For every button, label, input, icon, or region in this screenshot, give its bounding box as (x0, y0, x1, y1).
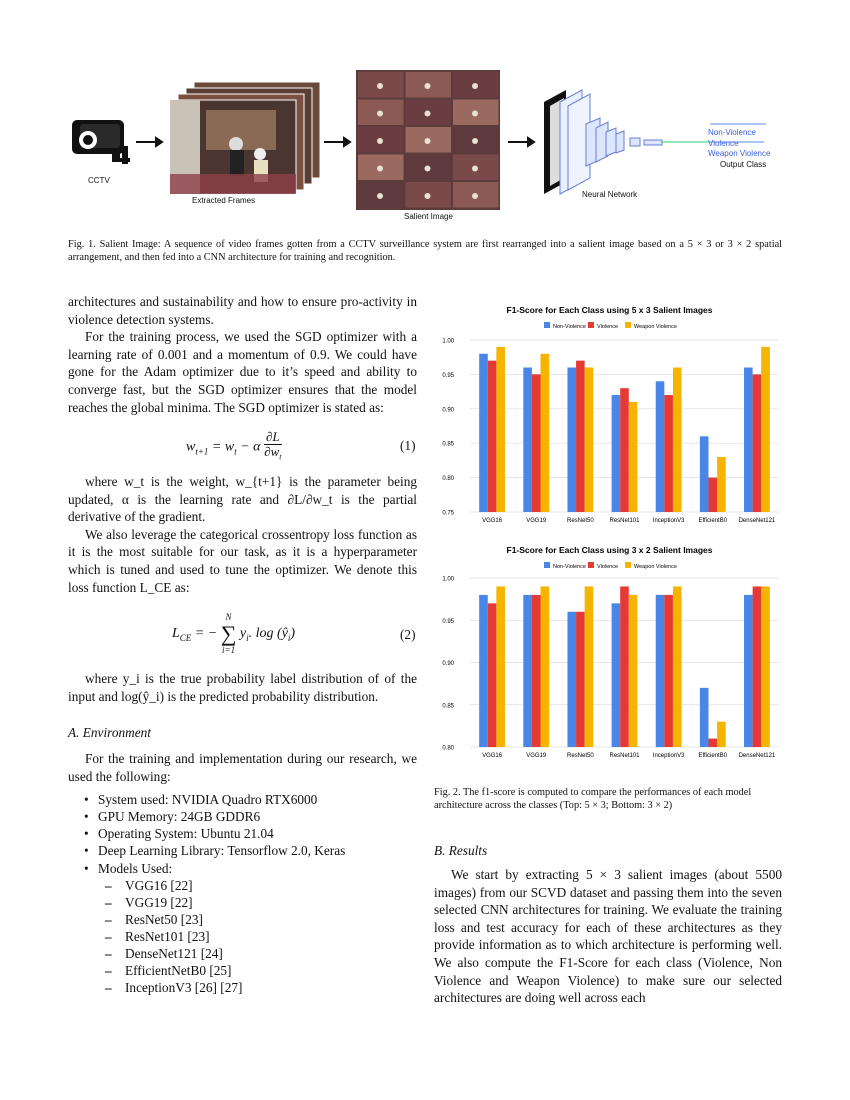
left-column-cont2 (68, 670, 417, 705)
bar (576, 612, 585, 747)
bar (496, 347, 505, 512)
section-heading-results: B. Results (434, 843, 488, 858)
legend-swatch (588, 322, 594, 328)
bar (612, 395, 621, 512)
bar (717, 457, 726, 512)
list-item: – EfficientNetB0 [25] (105, 962, 417, 979)
chart-title: F1-Score for Each Class using 3 x 2 Salient Images (506, 545, 713, 555)
bar (673, 368, 682, 512)
y-tick-label: 0.85 (442, 441, 454, 448)
environment-text (68, 750, 417, 996)
equation-sgd: $w_{t+1} = w_t - \alpha$ $\frac{\partial L}{\partial w_t}$ (186, 429, 282, 462)
bar (541, 354, 550, 512)
environment-list (82, 791, 417, 876)
f1-chart-5x3 (432, 300, 787, 530)
x-tick-label: EfficientB0 (698, 753, 728, 759)
chart-title: F1-Score for Each Class using 5 x 3 Salient Images (506, 305, 713, 315)
left-column (68, 293, 417, 416)
bar (576, 361, 585, 512)
bar (717, 722, 726, 747)
bar (496, 586, 505, 747)
legend-label: Non-Violence (553, 564, 586, 570)
bar (612, 603, 621, 747)
bar (629, 402, 638, 512)
bar (488, 361, 497, 512)
salient-cell-figure (377, 111, 383, 117)
paragraph: We also leverage the categorical crossentropy loss function as it is the most suitable for our task, as it is a hyperparameter which is tuned and used to tune the optimizer. We denote this loss function L_CE as: (68, 526, 417, 595)
bar (479, 595, 488, 747)
list-item: – VGG19 [22] (105, 894, 417, 911)
y-tick-label: 0.90 (442, 661, 454, 667)
bar (673, 586, 682, 747)
bar (620, 586, 629, 747)
list-item: • Models Used: (82, 860, 417, 877)
y-tick-label: 0.90 (442, 407, 454, 414)
bar (620, 388, 629, 512)
bar (532, 595, 541, 747)
x-tick-label: DenseNet121 (738, 753, 776, 759)
bar (479, 354, 488, 512)
y-tick-label: 0.95 (442, 372, 454, 379)
x-tick-label: VGG19 (526, 518, 547, 524)
salient-cell-figure (425, 166, 431, 172)
legend-swatch (625, 322, 631, 328)
y-tick-label: 0.85 (442, 703, 454, 710)
bar (523, 595, 532, 747)
legend-swatch (544, 562, 550, 568)
list-item: – VGG16 [22] (105, 877, 417, 894)
results-text (434, 866, 782, 1007)
salient-cell-figure (425, 193, 431, 199)
cctv-label: CCTV (88, 176, 110, 185)
salient-image-label: Salient Image (404, 212, 453, 221)
list-item: • System used: NVIDIA Quadro RTX6000 (82, 791, 417, 808)
bar (532, 374, 541, 512)
salient-cell-figure (425, 111, 431, 117)
left-column-cont (68, 473, 417, 596)
y-tick-label: 0.95 (442, 618, 454, 625)
y-tick-label: 1.00 (442, 576, 454, 583)
legend-swatch (625, 562, 631, 568)
x-tick-label: VGG16 (482, 753, 503, 759)
salient-cell-figure (472, 83, 478, 89)
bar (664, 595, 673, 747)
x-tick-label: VGG16 (482, 518, 503, 524)
list-item: – ResNet50 [23] (105, 911, 417, 928)
bar (744, 595, 753, 747)
list-item: – DenseNet121 [24] (105, 945, 417, 962)
extracted-frames-label: Extracted Frames (192, 196, 256, 205)
list-item: – InceptionV3 [26] [27] (105, 979, 417, 996)
salient-cell-figure (425, 83, 431, 89)
pipeline-diagram (60, 62, 790, 232)
salient-cell-figure (472, 111, 478, 117)
bar (567, 612, 576, 747)
class-weapon-violence: Weapon Violence (708, 149, 771, 158)
bar (585, 368, 594, 512)
class-violence: Violence (708, 139, 739, 148)
x-tick-label: DenseNet121 (738, 518, 776, 524)
bar (708, 478, 717, 512)
salient-cell-figure (472, 138, 478, 144)
class-non-violence: Non-Violence (708, 128, 756, 137)
bar (708, 739, 717, 747)
bar (629, 595, 638, 747)
neural-network-label: Neural Network (582, 190, 638, 199)
paragraph: where w_t is the weight, w_{t+1} is the parameter being updated, α is the learning rate and ∂L/∂w_t is the partial derivative of the gradient. (68, 474, 417, 525)
f1-chart-3x2 (432, 540, 787, 765)
y-tick-label: 0.80 (442, 476, 454, 483)
list-item: – ResNet101 [23] (105, 928, 417, 945)
bar (488, 603, 497, 747)
legend-label: Weapon Violence (634, 564, 677, 570)
section-heading-environment: A. Environment (68, 725, 151, 740)
salient-cell-figure (377, 193, 383, 199)
list-item: • Operating System: Ubuntu 21.04 (82, 825, 417, 842)
bar (567, 368, 576, 512)
x-tick-label: ResNet50 (567, 753, 594, 759)
salient-cell-figure (377, 166, 383, 172)
legend-label: Weapon Violence (634, 324, 677, 330)
paragraph: We start by extracting 5 × 3 salient images (about 5500 images) from our SCVD dataset and passing them into the seven selected CNN architectures for training. We evaluate the training loss and test accuracy for each of these architectures as they provide information as to which architecture is performing well. We also compute the F1-Score for each class (Violence, Non Violence and Weapon Violence) to make sure our selected architectures are doing well across each (434, 867, 782, 1006)
cctv-camera-icon (72, 120, 130, 164)
paragraph: architectures and sustainability and how to ensure pro-activity in violence detection systems. (68, 294, 417, 327)
x-tick-label: VGG19 (526, 753, 547, 759)
x-tick-label: EfficientB0 (698, 518, 728, 524)
x-tick-label: ResNet101 (609, 753, 640, 759)
paragraph: For the training and implementation during our research, we used the following: (68, 751, 417, 784)
y-tick-label: 0.80 (442, 745, 454, 752)
salient-cell-figure (377, 138, 383, 144)
salient-cell-figure (472, 166, 478, 172)
paragraph: For the training process, we used the SGD optimizer with a learning rate of 0.001 and a momentum of 0.9. We could have gone for the Adam optimizer due to it’s speed and ability to converge fast, but the SGD optimizer ensures that the model reaches the global minima. The SGD optimizer is stated as: (68, 329, 417, 415)
list-item: • Deep Learning Library: Tensorflow 2.0, Keras (82, 842, 417, 859)
bar (761, 586, 770, 747)
equation-ce: $L_{CE}$ = − N ∑ i=1 $y_i$. $\log (ŷ_i)$ (172, 612, 296, 655)
legend-label: Non-Violence (553, 324, 586, 330)
extracted-frames-stack (170, 82, 320, 194)
equation-number: (2) (400, 627, 416, 642)
salient-cell-figure (472, 193, 478, 199)
bar (700, 436, 709, 512)
x-tick-label: InceptionV3 (652, 753, 685, 759)
equation-number: (1) (400, 438, 416, 453)
x-tick-label: InceptionV3 (652, 518, 685, 524)
bar (700, 688, 709, 747)
bar (656, 381, 665, 512)
output-class-label: Output Class (720, 160, 767, 169)
salient-image-cells (358, 72, 499, 208)
x-tick-label: ResNet50 (567, 518, 594, 524)
bar (585, 586, 594, 747)
legend-label: Violence (597, 564, 618, 570)
bar (753, 586, 762, 747)
bar (541, 586, 550, 747)
figure1-caption: Fig. 1. Salient Image: A sequence of video frames gotten from a CCTV surveillance system are first rearranged into a salient image based on a 5 × 3 or 3 × 2 spatial arrangement, and then fed into a CNN architecture for training and recognition. (68, 239, 782, 263)
pipeline-figure (60, 62, 790, 232)
bar (753, 374, 762, 512)
models-list (105, 877, 417, 997)
y-tick-label: 0.75 (442, 510, 454, 517)
list-item: • GPU Memory: 24GB GDDR6 (82, 808, 417, 825)
x-tick-label: ResNet101 (609, 518, 640, 524)
salient-cell-figure (425, 138, 431, 144)
bar (744, 368, 753, 512)
legend-label: Violence (597, 324, 618, 330)
figure2-caption: Fig. 2. The f1-score is computed to compare the performances of each model architecture across the classes (Top: 5 × 3; Bottom: 3 × 2) (434, 787, 752, 811)
legend-swatch (544, 322, 550, 328)
legend-swatch (588, 562, 594, 568)
bar (523, 368, 532, 512)
paragraph: where y_i is the true probability label distribution of of the input and log(ŷ_i) is the predicted probability distribution. (68, 671, 417, 704)
bar (761, 347, 770, 512)
salient-cell-figure (377, 83, 383, 89)
y-tick-label: 1.00 (442, 338, 454, 345)
bar (664, 395, 673, 512)
bar (656, 595, 665, 747)
